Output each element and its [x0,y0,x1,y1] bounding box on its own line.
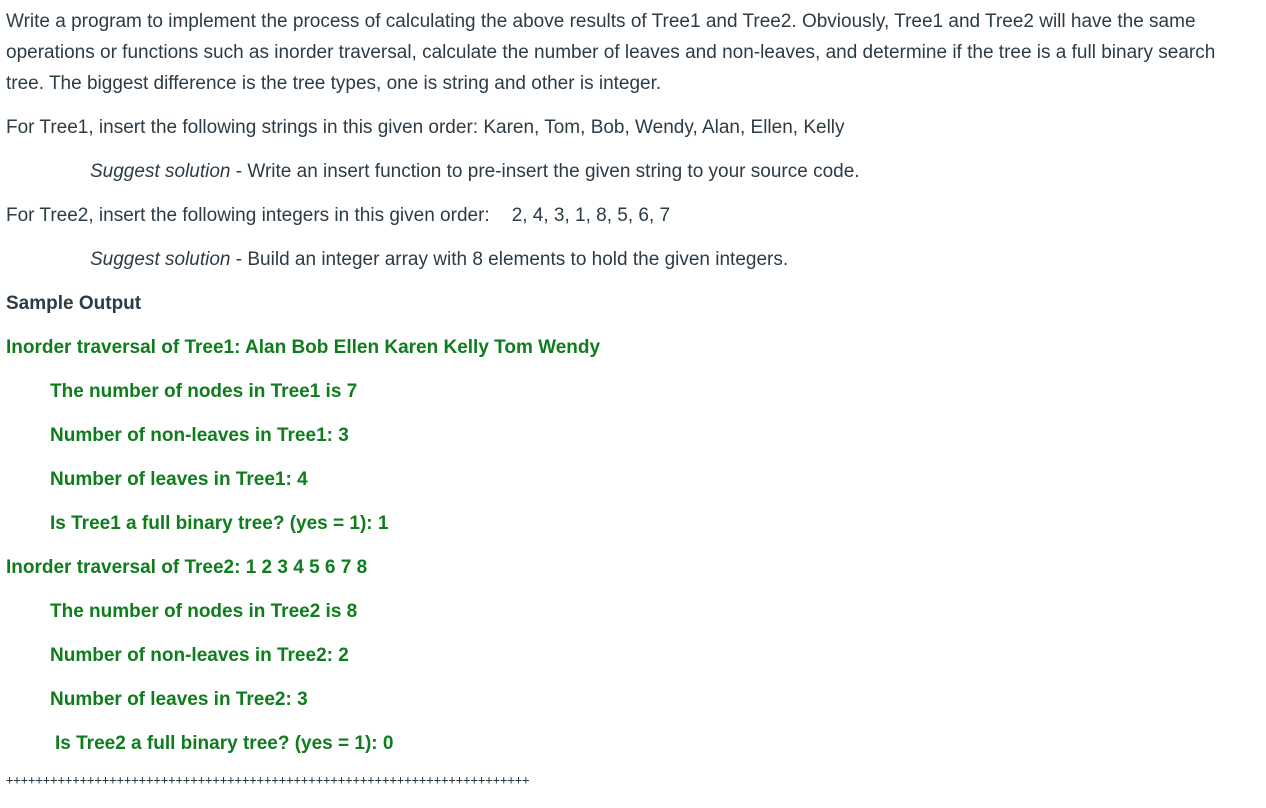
tree2-leaves-output: Number of leaves in Tree2: 3 [50,689,308,710]
tree2-suggest-label: Suggest solution [90,249,231,270]
tree2-inorder-output: Inorder traversal of Tree2: 1 2 3 4 5 6 7 8 [6,557,368,578]
tree2-suggestion [90,246,788,274]
tree2-full-output: Is Tree2 a full binary tree? (yes = 1): 0 [55,733,394,754]
tree1-instruction: For Tree1, insert the following strings in this given order: Karen, Tom, Bob, Wendy, Alan, Ellen, Kelly [6,117,845,138]
tree1-inorder-output: Inorder traversal of Tree1: Alan Bob Ellen Karen Kelly Tom Wendy [6,337,601,358]
tree1-leaves-output: Number of leaves in Tree1: 4 [50,469,308,490]
sample-output-heading: Sample Output [6,293,142,314]
tree2-nodes-output: The number of nodes in Tree2 is 8 [50,601,358,622]
tree2-suggest-text: - Build an integer array with 8 elements to hold the given integers. [230,249,789,270]
tree1-suggestion [90,158,860,186]
tree1-full-output: Is Tree1 a full binary tree? (yes = 1): 1 [50,513,389,534]
tree1-suggest-text: - Write an insert function to pre-insert the given string to your source code. [230,161,860,182]
tree2-nonleaves-output: Number of non-leaves in Tree2: 2 [50,645,349,666]
tree2-instruction: For Tree2, insert the following integers in this given order: [6,205,490,226]
tree2-instruction-line [6,202,670,230]
tree2-values: 2, 4, 3, 1, 8, 5, 6, 7 [511,205,671,226]
tree1-nonleaves-output: Number of non-leaves in Tree1: 3 [50,425,349,446]
intro-paragraph: Write a program to implement the process of calculating the above results of Tree1 and Tree2. Obviously, Tree1 and Tree2 will have the same operations or functions such as inorder traversal, calculate the number of leaves and non-leaves, and determine if the tree is a full binary search tree. The biggest difference is the tree types, one is string and other is integer. [6,11,1216,94]
tree1-suggest-label: Suggest solution [90,161,231,182]
tree1-nodes-output: The number of nodes in Tree1 is 7 [50,381,358,402]
separator-line: +++++++++++++++++++++++++++++++++++++++++++++++++++++++++++++++++++++++ [6,773,530,787]
